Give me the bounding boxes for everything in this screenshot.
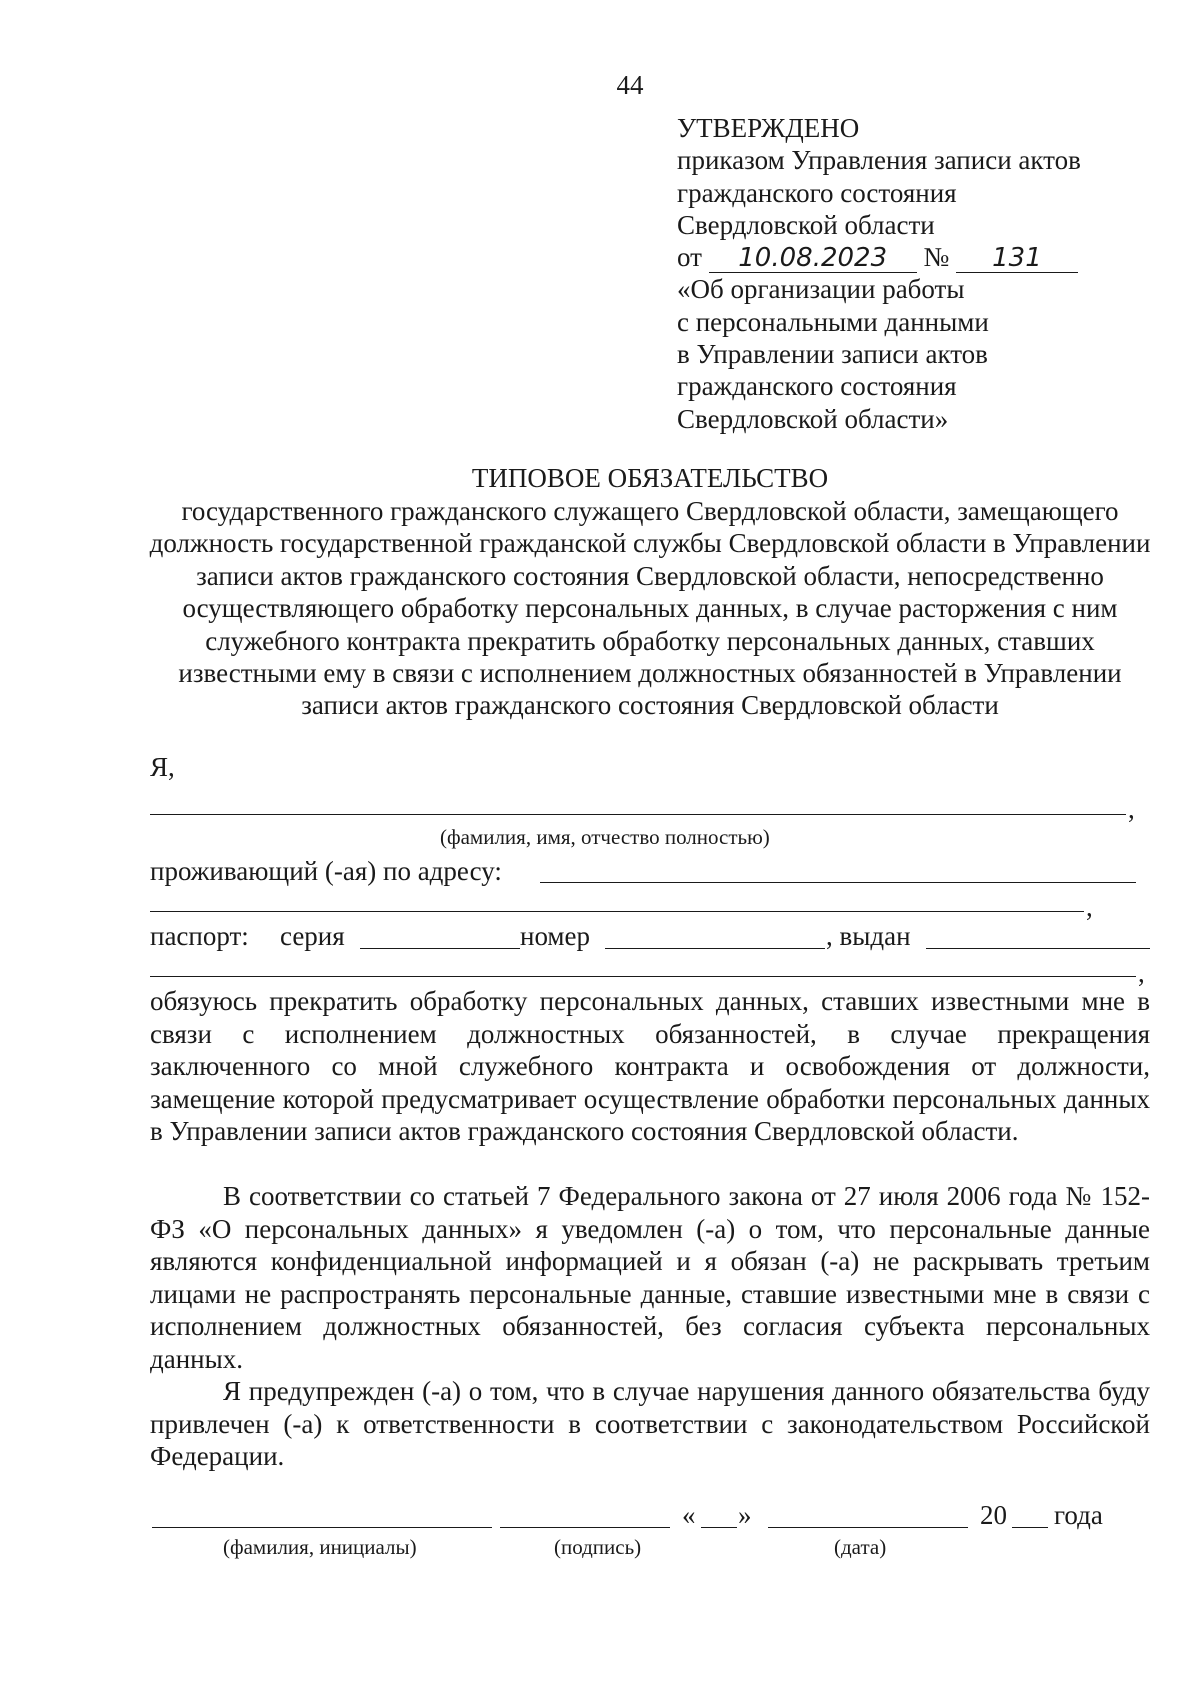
order-number: 131 [956, 244, 1078, 273]
number-label: номер [520, 921, 591, 951]
approval-subject-line: Свердловской области» [677, 403, 949, 434]
approval-heading: УТВЕРЖДЕНО [677, 113, 860, 143]
issued-comma: , [1138, 958, 1145, 988]
quote-open: « [682, 1500, 696, 1530]
month-field[interactable] [768, 1527, 968, 1528]
address-label: проживающий (-ая) по адресу: [150, 856, 502, 886]
label-date: (дата) [834, 1535, 887, 1559]
approval-block [677, 112, 1081, 435]
name-initials-field[interactable] [152, 1527, 492, 1528]
law-paragraph: В соответствии со статьей 7 Федерального закона от 27 июля 2006 года № 152-ФЗ «О персональных данных» я уведомлен (-а) о том, что персональные данные являются конфиденциальной информацией и я обязан (-а) не раскрывать третьим лицами не распространять персональные данные, ставшие известными мне в связи с исполнением должностных обязанностей, без согласия субъекта персональных данных. [150, 1181, 1150, 1374]
year-suffix: года [1054, 1500, 1103, 1530]
order-date: 10.08.2023 [709, 244, 917, 273]
approval-subject-line: с персональными данными [677, 306, 989, 337]
approval-line: приказом Управления записи актов [677, 145, 1081, 176]
name-field[interactable] [150, 814, 1126, 815]
approval-line: гражданского состояния [677, 177, 957, 208]
i-label: Я, [150, 752, 175, 782]
passport-series-field[interactable] [360, 948, 520, 949]
passport-label: паспорт: [150, 921, 249, 951]
passport-issued-field[interactable] [926, 948, 1150, 949]
number-sign: № [923, 242, 950, 273]
approval-subject-line: «Об организации работы [677, 274, 965, 305]
address-field-continued[interactable] [150, 911, 1084, 912]
year-prefix: 20 [980, 1500, 1007, 1530]
warning-paragraph: Я предупрежден (-а) о том, что в случае нарушения данного обязательства буду привлечен (-а) к ответственности в соответствии с законодательством Российской Федерации. [150, 1376, 1150, 1471]
label-signature: (подпись) [554, 1535, 642, 1559]
year-field[interactable] [1012, 1527, 1048, 1528]
approval-line: Свердловской области [677, 209, 935, 240]
passport-number-field[interactable] [605, 948, 825, 949]
approval-subject-line: гражданского состояния [677, 371, 957, 402]
issued-label: , выдан [826, 921, 911, 951]
name-comma: , [1128, 794, 1135, 824]
label-name-initials: (фамилия, инициалы) [223, 1535, 417, 1559]
series-label: серия [280, 921, 345, 951]
approval-date-row [677, 241, 1081, 273]
document-subtitle: государственного гражданского служащего Свердловской области, замещающего должность государственной гражданской службы Свердловской области в Управлении записи актов гражданского состояния Свердловской области, непосредственно осуществляющего обработку персональных данных, в случае расторжения с ним служебного контракта прекратить обработку персональных данных, ставших известными ему в связи с исполнением должностных обязанностей в Управлении записи актов гражданского состояния Свердловской области [149, 496, 1151, 721]
date-prefix: от [677, 242, 702, 273]
page-number: 44 [616, 70, 644, 100]
address-field[interactable] [540, 882, 1136, 883]
quote-close: » [738, 1500, 752, 1530]
signature-field[interactable] [500, 1527, 670, 1528]
passport-issued-field-continued[interactable] [150, 976, 1136, 977]
obligation-paragraph: обязуюсь прекратить обработку персональных данных, ставших известными мне в связи с исполнением должностных обязанностей, в случае прекращения заключенного со мной служебного контракта и освобождения от должности, замещение которой предусматривает осуществление обработки персональных данных в Управлении записи актов гражданского состояния Свердловской области. [150, 986, 1150, 1146]
approval-subject-line: в Управлении записи актов [677, 339, 988, 370]
document-title: ТИПОВОЕ ОБЯЗАТЕЛЬСТВО [471, 463, 829, 493]
day-field[interactable] [701, 1527, 737, 1528]
name-hint: (фамилия, имя, отчество полностью) [440, 825, 770, 849]
address-comma: , [1086, 892, 1093, 922]
